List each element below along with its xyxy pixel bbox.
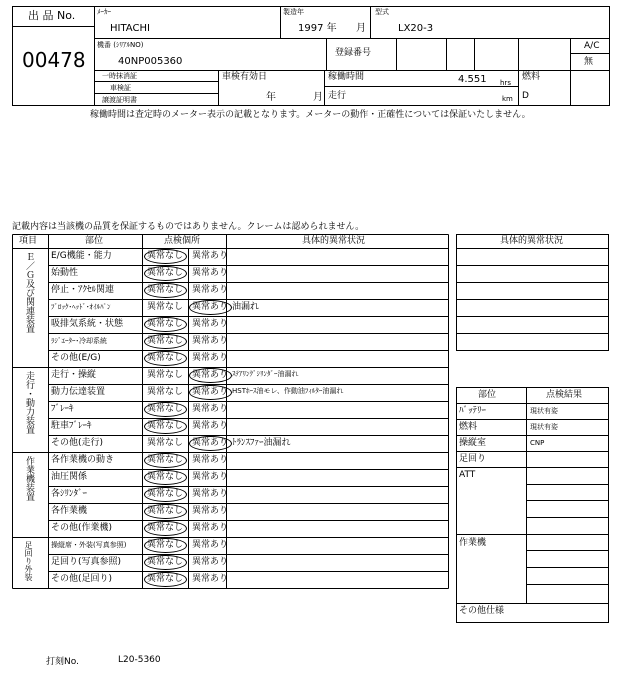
result-part: 燃料 <box>459 422 478 432</box>
item-no-label: 出 品 No. <box>28 9 76 22</box>
part-label: ﾌﾞﾚｰｷ <box>51 404 74 414</box>
normal-option: 異常なし <box>147 387 184 397</box>
normal-circle-mark <box>144 249 187 264</box>
abnormal-option: 異常あり <box>192 489 229 499</box>
normal-circle-mark <box>144 351 187 366</box>
right-detail-title: 具体的異常状況 <box>500 236 564 246</box>
normal-circle-mark <box>144 487 187 502</box>
abnormal-option: 異常あり <box>192 285 229 295</box>
abnormal-detail: ﾄﾗﾝｽﾌｧｰ油漏れ <box>232 438 291 448</box>
part-label: 走行・操縦 <box>51 370 97 380</box>
part-label: 各作業機の動き <box>51 455 115 465</box>
vehicle-cert-label: 車検証 <box>110 84 131 92</box>
abnormal-option: 異常あり <box>192 540 229 550</box>
abnormal-option: 異常あり <box>192 421 229 431</box>
abnormal-option: 異常あり <box>192 574 229 584</box>
result-value: 現状有姿 <box>530 423 558 431</box>
registration-label: 登録番号 <box>335 48 372 58</box>
abnormal-option: 異常あり <box>192 251 229 261</box>
part-label: その他(足回り) <box>51 574 113 584</box>
abnormal-option: 異常あり <box>192 302 229 312</box>
abnormal-detail: HSTﾎｰｽ油モレ、作動油ﾌｨﾙﾀｰ油漏れ <box>232 387 344 395</box>
result-col-result: 点検結果 <box>546 390 583 400</box>
part-label: 吸排気系統・状態 <box>51 319 124 329</box>
mileage-label: 走行 <box>328 91 347 101</box>
normal-circle-mark <box>144 521 187 536</box>
normal-circle-mark <box>144 334 187 349</box>
normal-option: 異常なし <box>147 251 184 261</box>
normal-option: 異常なし <box>147 489 184 499</box>
ac-value: 無 <box>584 57 594 67</box>
normal-option: 異常なし <box>147 472 184 482</box>
part-label: 足回り(写真参照) <box>51 557 122 567</box>
fuel-value: D <box>522 91 529 101</box>
part-label: その他(作業機) <box>51 523 113 533</box>
item-no: 00478 <box>22 48 86 72</box>
normal-option: 異常なし <box>147 370 184 380</box>
inspection-month: 月 <box>313 92 323 103</box>
col-part-header: 部位 <box>85 236 104 246</box>
result-part: ATT <box>459 470 476 480</box>
normal-circle-mark <box>144 317 187 332</box>
result-part: 操縦室 <box>459 438 487 448</box>
abnormal-option: 異常あり <box>192 455 229 465</box>
group-label: 走行・動力装置 <box>24 371 34 434</box>
serial-label: 機番 (ｼﾘｱﾙNO) <box>97 41 144 49</box>
abnormal-option: 異常あり <box>192 319 229 329</box>
result-part: その他仕様 <box>459 606 505 616</box>
normal-circle-mark <box>144 266 187 281</box>
normal-option: 異常なし <box>147 523 184 533</box>
ac-label: A/C <box>584 41 600 51</box>
abnormal-circle-mark <box>189 385 232 400</box>
normal-option: 異常なし <box>147 268 184 278</box>
normal-option: 異常なし <box>147 353 184 363</box>
abnormal-option: 異常あり <box>192 506 229 516</box>
abnormal-option: 異常あり <box>192 438 229 448</box>
part-label: 操縦席・外装(写真参照) <box>51 541 127 549</box>
abnormal-option: 異常あり <box>192 336 229 346</box>
normal-option: 異常なし <box>147 455 184 465</box>
abnormal-circle-mark <box>189 368 232 383</box>
maker-label: ﾒｰｶｰ <box>97 8 111 16</box>
col-item-header: 項目 <box>19 236 38 246</box>
normal-option: 異常なし <box>147 285 184 295</box>
normal-option: 異常なし <box>147 336 184 346</box>
inspection-table <box>12 234 448 590</box>
normal-circle-mark <box>144 538 187 553</box>
stamp-label: 打刻No. <box>46 657 79 667</box>
part-label: 停止・ｱｸｾﾙ関連 <box>51 285 115 295</box>
normal-option: 異常なし <box>147 574 184 584</box>
normal-option: 異常なし <box>147 319 184 329</box>
part-label: 動力伝達装置 <box>51 387 106 397</box>
fuel-label: 燃料 <box>522 72 541 82</box>
normal-option: 異常なし <box>147 421 184 431</box>
abnormal-option: 異常あり <box>192 523 229 533</box>
hours-value: 4.551 <box>458 74 487 85</box>
result-value: CNP <box>530 439 545 447</box>
abnormal-detail: ｽﾃｱﾘﾝｸﾞｼﾘﾝﾀﾞｰ油漏れ <box>232 370 299 378</box>
part-label: 各ｼﾘﾝﾀﾞｰ <box>51 489 88 499</box>
part-label: 駐車ﾌﾞﾚｰｷ <box>51 421 92 431</box>
right-result-table <box>456 387 608 622</box>
result-part: 足回り <box>459 454 487 464</box>
abnormal-detail: 油漏れ <box>232 302 260 312</box>
abnormal-option: 異常あり <box>192 472 229 482</box>
normal-option: 異常なし <box>147 438 184 448</box>
part-label: その他(E/G) <box>51 353 101 363</box>
normal-circle-mark <box>144 572 187 587</box>
disclaimer-top: 稼働時間は査定時のメーター表示の記載となります。メーターの動作・正確性については保証いたしません。 <box>90 110 531 120</box>
normal-circle-mark <box>144 555 187 570</box>
disclaimer-mid: 記載内容は当該機の品質を保証するものではありません。クレームは認められません。 <box>12 222 365 232</box>
normal-circle-mark <box>144 402 187 417</box>
normal-circle-mark <box>144 470 187 485</box>
part-label: ﾌﾞﾛｯｸ･ﾍｯﾄﾞ･ｵｲﾙﾊﾟﾝ <box>51 303 111 311</box>
transfer-cert-label: 譲渡証明書 <box>102 96 137 104</box>
result-value: 現状有姿 <box>530 407 558 415</box>
col-check-header: 点検個所 <box>164 236 201 246</box>
group-label: 足回り外装 <box>24 541 33 581</box>
maker-value: HITACHI <box>110 23 150 34</box>
abnormal-option: 異常あり <box>192 387 229 397</box>
hours-label: 稼働時間 <box>328 72 365 82</box>
header-block <box>12 6 610 106</box>
result-part: 作業機 <box>459 538 487 548</box>
abnormal-circle-mark <box>189 300 232 315</box>
right-detail-table <box>456 234 608 350</box>
normal-option: 異常なし <box>147 404 184 414</box>
model-value: LX20-3 <box>398 23 434 34</box>
part-label: 各作業機 <box>51 506 88 516</box>
normal-circle-mark <box>144 283 187 298</box>
km-unit: km <box>502 95 513 103</box>
year-month-suffix: 月 <box>356 23 366 34</box>
part-label: E/G機能・能力 <box>51 251 112 261</box>
normal-option: 異常なし <box>147 506 184 516</box>
normal-option: 異常なし <box>147 302 184 312</box>
normal-circle-mark <box>144 504 187 519</box>
group-label: 作業機装置 <box>24 456 34 501</box>
part-label: 始動性 <box>51 268 79 278</box>
normal-option: 異常なし <box>147 540 184 550</box>
normal-circle-mark <box>144 453 187 468</box>
part-label: その他(走行) <box>51 438 104 448</box>
normal-circle-mark <box>144 419 187 434</box>
stamp-value: L20-5360 <box>118 655 161 665</box>
abnormal-option: 異常あり <box>192 370 229 380</box>
inspection-year: 年 <box>266 92 276 103</box>
abnormal-option: 異常あり <box>192 353 229 363</box>
part-label: ﾗｼﾞｴｰﾀｰ･冷却系統 <box>51 337 107 345</box>
col-detail-header: 具体的異常状況 <box>302 236 366 246</box>
hours-unit: hrs <box>500 79 511 87</box>
part-label: 油圧関係 <box>51 472 88 482</box>
temp-license-label: 一時抹消証 <box>102 72 137 80</box>
result-part: ﾊﾞｯﾃﾘｰ <box>459 406 487 416</box>
abnormal-circle-mark <box>189 436 232 451</box>
abnormal-option: 異常あり <box>192 404 229 414</box>
abnormal-option: 異常あり <box>192 268 229 278</box>
year-label: 製造年 <box>283 8 304 16</box>
year-value: 1997 年 <box>298 23 337 34</box>
abnormal-option: 異常あり <box>192 557 229 567</box>
model-label: 型式 <box>375 8 389 16</box>
inspection-label: 車検有効日 <box>222 72 268 82</box>
serial-value: 40NP005360 <box>118 56 183 67</box>
result-col-part: 部位 <box>478 390 497 400</box>
group-label: Ｅ／Ｇ及び関連装置 <box>24 252 34 333</box>
right-detail-grid <box>456 234 609 351</box>
normal-option: 異常なし <box>147 557 184 567</box>
